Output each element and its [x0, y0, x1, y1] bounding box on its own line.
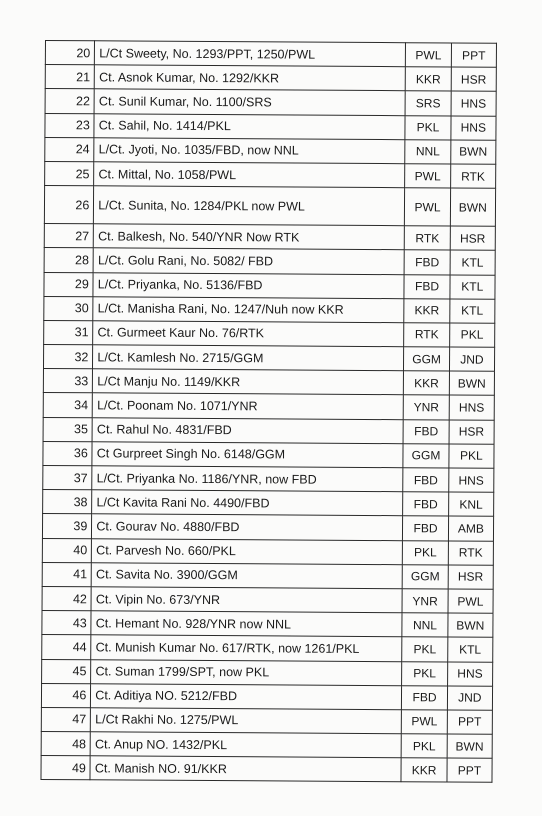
serial-number-cell: 27 [44, 224, 93, 248]
serial-number-cell: 21 [45, 65, 94, 89]
from-district-cell: NNL [405, 139, 450, 163]
from-district-cell: PKL [403, 540, 448, 564]
table-row [44, 224, 495, 251]
to-district-cell: HSR [448, 565, 493, 589]
serial-number-cell: 47 [41, 707, 90, 731]
table-row [44, 186, 495, 227]
from-district-cell: RTK [404, 323, 449, 347]
personnel-name-cell: L/Ct Sweety, No. 1293/PPT, 1250/PWL [95, 41, 406, 67]
to-district-cell: KTL [450, 250, 495, 274]
table-row [41, 732, 492, 759]
to-district-cell: BWN [447, 734, 492, 758]
table-row [41, 707, 492, 734]
personnel-name-cell: L/Ct. Manisha Rani, No. 1247/Nuh now KKR [93, 296, 404, 322]
to-district-cell: HNS [451, 91, 496, 115]
from-district-cell: FBD [404, 274, 449, 298]
table-row [44, 320, 495, 347]
serial-number-cell: 28 [44, 248, 93, 272]
to-district-cell: HSR [450, 226, 495, 250]
to-district-cell: PPT [451, 43, 496, 67]
table-row [43, 417, 494, 444]
from-district-cell: GGM [403, 564, 448, 588]
serial-number-cell: 42 [42, 586, 91, 610]
from-district-cell: FBD [403, 468, 448, 492]
personnel-name-cell: Ct. Parvesh No. 660/PKL [92, 538, 403, 564]
personnel-name-cell: L/Ct. Priyanka, No. 5136/FBD [93, 272, 404, 298]
from-district-cell: GGM [404, 347, 449, 371]
serial-number-cell: 30 [44, 296, 93, 320]
table-row [43, 393, 494, 420]
table-row [43, 490, 494, 517]
to-district-cell: JND [449, 347, 494, 371]
to-district-cell: HSR [449, 420, 494, 444]
table-row [42, 586, 493, 613]
table-row [45, 161, 496, 188]
serial-number-cell: 49 [41, 756, 90, 780]
personnel-name-cell: Ct. Savita No. 3900/GGM [91, 563, 402, 589]
serial-number-cell: 35 [43, 417, 92, 441]
serial-number-cell: 33 [43, 369, 92, 393]
personnel-name-cell: L/Ct Manju No. 1149/KKR [93, 369, 404, 395]
to-district-cell: PWL [448, 589, 493, 613]
to-district-cell: BWN [450, 140, 495, 164]
to-district-cell: HNS [449, 395, 494, 419]
serial-number-cell: 32 [43, 345, 92, 369]
to-district-cell: HNS [451, 116, 496, 140]
serial-number-cell: 23 [45, 113, 94, 137]
to-district-cell: PKL [449, 444, 494, 468]
to-district-cell: RTK [448, 541, 493, 565]
serial-number-cell: 45 [42, 659, 91, 683]
table-row [41, 756, 492, 783]
to-district-cell: PPT [447, 758, 492, 782]
table-row [42, 538, 493, 565]
serial-number-cell: 48 [41, 732, 90, 756]
table-row [43, 441, 494, 468]
personnel-name-cell: Ct Gurpreet Singh No. 6148/GGM [92, 442, 403, 468]
from-district-cell: PKL [402, 637, 447, 661]
from-district-cell: PKL [405, 115, 450, 139]
table-row [45, 113, 496, 140]
to-district-cell: PPT [447, 710, 492, 734]
serial-number-cell: 43 [42, 611, 91, 635]
from-district-cell: SRS [405, 91, 450, 115]
serial-number-cell: 39 [42, 514, 91, 538]
to-district-cell: BWN [449, 371, 494, 395]
to-district-cell: BWN [448, 613, 493, 637]
from-district-cell: FBD [403, 516, 448, 540]
to-district-cell: KTL [449, 299, 494, 323]
from-district-cell: NNL [402, 613, 447, 637]
from-district-cell: RTK [405, 226, 450, 250]
serial-number-cell: 46 [41, 683, 90, 707]
table-row [42, 514, 493, 541]
table-row [45, 41, 496, 68]
personnel-name-cell: Ct. Hemant No. 928/YNR now NNL [91, 611, 402, 637]
to-district-cell: KTL [447, 637, 492, 661]
table-row [42, 635, 493, 662]
personnel-name-cell: Ct. Manish NO. 91/KKR [90, 756, 401, 782]
from-district-cell: KKR [404, 298, 449, 322]
from-district-cell: FBD [403, 492, 448, 516]
serial-number-cell: 29 [44, 272, 93, 296]
from-district-cell: PWL [405, 164, 450, 188]
personnel-name-cell: Ct. Mittal, No. 1058/PWL [94, 162, 405, 188]
serial-number-cell: 44 [42, 635, 91, 659]
personnel-name-cell: L/Ct. Kamlesh No. 2715/GGM [93, 345, 404, 371]
transfer-table [40, 40, 497, 783]
from-district-cell: FBD [402, 685, 447, 709]
to-district-cell: HNS [448, 468, 493, 492]
personnel-name-cell: Ct. Munish Kumar No. 617/RTK, now 1261/PKL [91, 635, 402, 661]
personnel-name-cell: L/Ct. Jyoti, No. 1035/FBD, now NNL [94, 138, 405, 164]
from-district-cell: FBD [403, 419, 448, 443]
personnel-name-cell: L/Ct Kavita Rani No. 4490/FBD [92, 490, 403, 516]
from-district-cell: PWL [406, 43, 451, 67]
to-district-cell: HSR [451, 67, 496, 91]
table-row [45, 137, 496, 164]
personnel-name-cell: L/Ct. Sunita, No. 1284/PKL now PWL [94, 186, 405, 226]
to-district-cell: PKL [449, 323, 494, 347]
serial-number-cell: 40 [42, 538, 91, 562]
to-district-cell: AMB [448, 516, 493, 540]
personnel-name-cell: L/Ct. Golu Rani, No. 5082/ FBD [93, 248, 404, 274]
transfer-table-body [41, 41, 497, 783]
table-row [43, 465, 494, 492]
personnel-name-cell: L/Ct. Priyanka No. 1186/YNR, now FBD [92, 466, 403, 492]
serial-number-cell: 20 [45, 41, 94, 65]
serial-number-cell: 41 [42, 562, 91, 586]
table-row [42, 611, 493, 638]
from-district-cell: PWL [405, 188, 451, 226]
serial-number-cell: 26 [44, 186, 94, 224]
personnel-name-cell: L/Ct. Poonam No. 1071/YNR [93, 393, 404, 419]
personnel-name-cell: Ct. Gurmeet Kaur No. 76/RTK [93, 321, 404, 347]
from-district-cell: GGM [403, 444, 448, 468]
table-row [44, 296, 495, 323]
to-district-cell: RTK [450, 164, 495, 188]
table-row [41, 683, 492, 710]
personnel-name-cell: Ct. Vipin No. 673/YNR [91, 587, 402, 613]
from-district-cell: PKL [402, 734, 447, 758]
to-district-cell: KTL [450, 274, 495, 298]
personnel-name-cell: Ct. Balkesh, No. 540/YNR Now RTK [94, 224, 405, 250]
from-district-cell: FBD [404, 250, 449, 274]
to-district-cell: HNS [447, 661, 492, 685]
table-row [45, 65, 496, 92]
table-row [45, 89, 496, 116]
to-district-cell: KNL [448, 492, 493, 516]
table-row [42, 562, 493, 589]
from-district-cell: PWL [402, 710, 447, 734]
serial-number-cell: 37 [43, 465, 92, 489]
serial-number-cell: 31 [44, 320, 93, 344]
serial-number-cell: 34 [43, 393, 92, 417]
from-district-cell: KKR [406, 67, 451, 91]
serial-number-cell: 22 [45, 89, 94, 113]
personnel-name-cell: Ct. Gourav No. 4880/FBD [92, 514, 403, 540]
table-row [43, 345, 494, 372]
personnel-name-cell: L/Ct Rakhi No. 1275/PWL [91, 708, 402, 734]
to-district-cell: JND [447, 686, 492, 710]
from-district-cell: KKR [404, 371, 449, 395]
table-row [44, 248, 495, 275]
personnel-name-cell: Ct. Sunil Kumar, No. 1100/SRS [94, 89, 405, 115]
serial-number-cell: 24 [45, 137, 94, 161]
personnel-name-cell: Ct. Sahil, No. 1414/PKL [94, 113, 405, 139]
personnel-name-cell: Ct. Rahul No. 4831/FBD [92, 417, 403, 443]
table-row [43, 369, 494, 396]
personnel-name-cell: Ct. Suman 1799/SPT, now PKL [91, 659, 402, 685]
personnel-name-cell: Ct. Asnok Kumar, No. 1292/KKR [95, 65, 406, 91]
from-district-cell: YNR [404, 395, 449, 419]
to-district-cell: BWN [450, 188, 496, 226]
serial-number-cell: 36 [43, 441, 92, 465]
from-district-cell: KKR [401, 758, 446, 782]
from-district-cell: PKL [402, 661, 447, 685]
personnel-name-cell: Ct. Aditiya NO. 5212/FBD [91, 683, 402, 709]
from-district-cell: YNR [402, 589, 447, 613]
personnel-name-cell: Ct. Anup NO. 1432/PKL [90, 732, 401, 758]
serial-number-cell: 38 [43, 490, 92, 514]
serial-number-cell: 25 [45, 161, 94, 185]
table-row [44, 272, 495, 299]
table-row [42, 659, 493, 686]
